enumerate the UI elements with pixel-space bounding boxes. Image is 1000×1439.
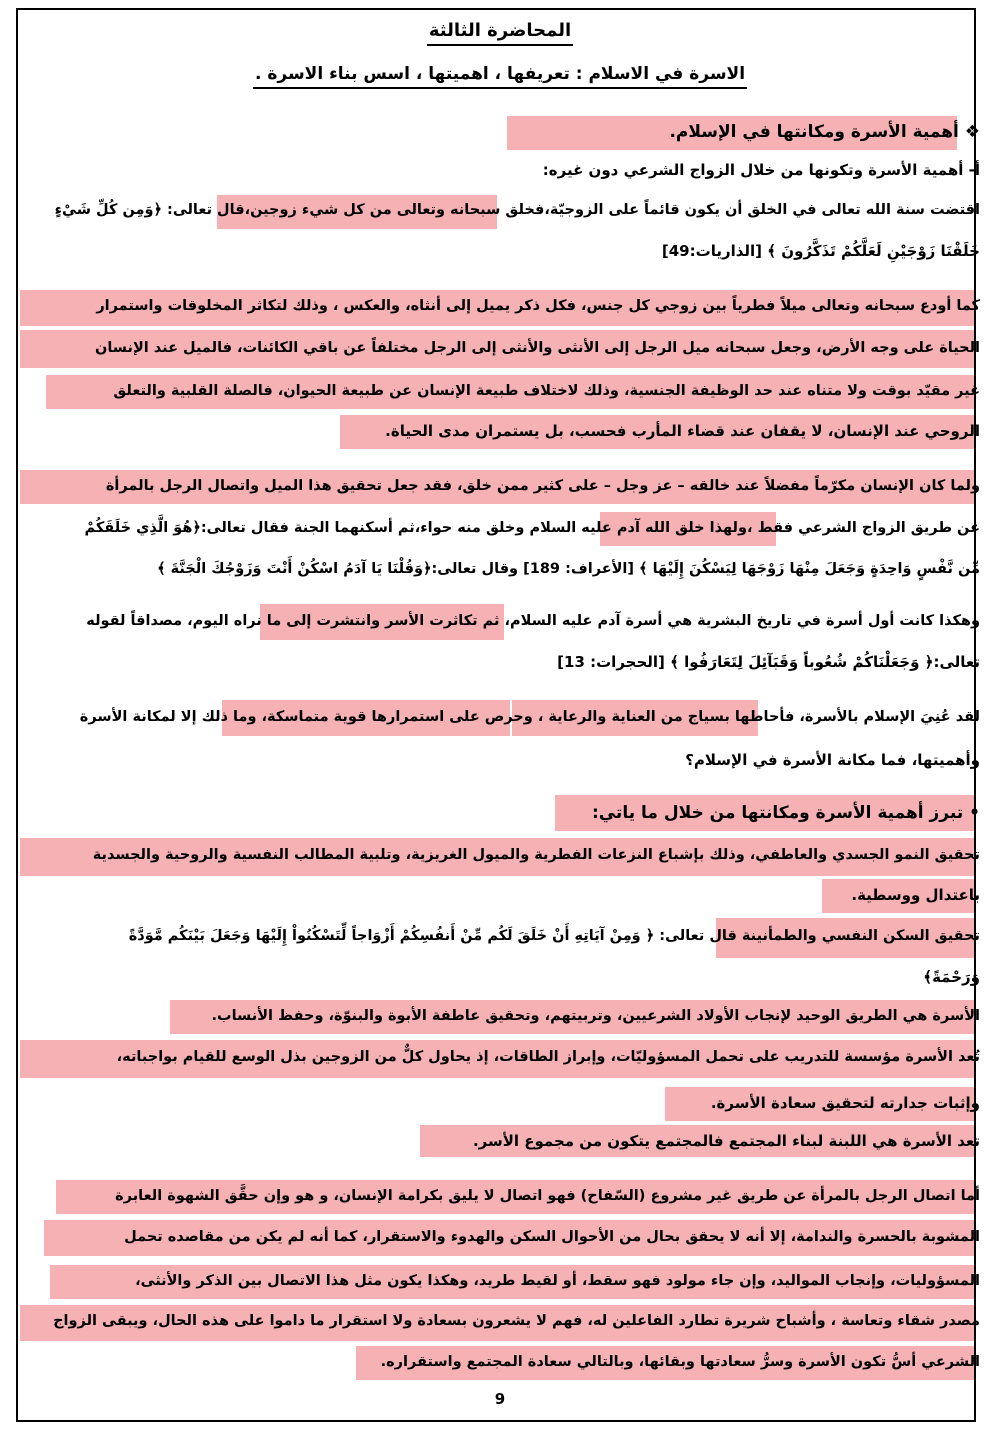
list-item: باعتدال ووسطية.	[851, 886, 980, 904]
list-item: تحقيق السكن النفسي والطمأنينة قال تعالى: ﴿ وَمِنْ آيَاتِهِ أَنْ خَلَقَ لَكُم مِّنْ أَنفُسِكُمْ أَزْوَاجاً لِّتَسْكُنُواْ إِلَيْهَا وَجَعَلَ بَيْنَكُم مَّوَدَّةً	[128, 928, 980, 944]
list-item: الأسرة هي الطريق الوحيد لإنجاب الأولاد الشرعيين، وتربيتهم، وتحقيق عاطفة الأبوة والبنوّة، وحفظ الأنساب.	[211, 1008, 980, 1024]
text-line: اقتضت سنة الله تعالى في الخلق أن يكون قائماً على الزوجيّة،فخلق سبحانه وتعالى من كل شيء زوجين،قال تعالى: ﴿وَمِن كُلِّ شَيْءٍ	[54, 202, 980, 218]
text-line: أما اتصال الرجل بالمرأة عن طريق غير مشروع (السّفاح) فهو اتصال لا يليق بكرامة الإنسان، و هو وإن حقَّق الشهوة العابرة	[115, 1188, 980, 1204]
text-line: تعالى:﴿ وَجَعَلْنَاكُمْ شُعُوباً وَقَبَآئِلَ لِتَعَارَفُوا ﴾ [الحجرات: 13]	[557, 653, 980, 671]
text-line: وأهميتها، فما مكانة الأسرة في الإسلام؟	[685, 751, 980, 769]
text-line: المسؤوليات، وإنجاب المواليد، وإن جاء مولود فهو سقط، أو لقيط طريد، وهكذا يكون مثل هذا الاتصال بين الذكر والأنثى،	[135, 1273, 980, 1289]
text-line: غير مقيّد بوقت ولا متناه عند حد الوظيفة الجنسية، وذلك لاختلاف طبيعة الإنسان عن طبيعة الحيوان، فالصلة القلبية والتعلق	[113, 383, 980, 399]
text-line: وهكذا كانت أول أسرة في تاريخ البشرية هي أسرة آدم عليه السلام، ثم تكاثرت الأسر وانتشرت إلى ما نراه اليوم، مصداقاً لقوله	[86, 613, 980, 629]
text-line: عن طريق الزواج الشرعي فقط ،ولهذا خلق الله آدم عليه السلام وخلق منه حواء،ثم أسكنهما الجنة فقال تعالى:﴿هُوَ الَّذِي خَلَقَكُمْ	[84, 520, 980, 536]
list-item: تُعد الأسرة مؤسسة للتدريب على تحمل المسؤوليّات، وإبراز الطاقات، إذ يحاول كلٌّ من الزوجين بذل الوسع للقيام بواجباته،	[116, 1049, 980, 1065]
list-item: وإثبات جدارته لتحقيق سعادة الأسرة.	[710, 1094, 980, 1112]
text-line: المشوبة بالحسرة والندامة، إلا أنه لا يحقق بحال من الأحوال السكن والهدوء والاستقرار، كما أنه لم يكن من مقاصده تحمل	[124, 1229, 980, 1245]
list-item: تحقيق النمو الجسدي والعاطفي، وذلك بإشباع النزعات الفطرية والميول الغريزية، وتلبية المطالب النفسية والروحية والجسدية	[92, 847, 980, 863]
text-line: ولما كان الإنسان مكرّماً مفضلاً عند خالقه – عز وجل – على كثير ممن خلق، فقد جعل تحقيق هذا الميل واتصال الرجل بالمرأة	[105, 478, 980, 494]
subheading: أ- أهمية الأسرة وتكونها من خلال الزواج الشرعي دون غيره:	[542, 161, 980, 179]
list-item: وَرَحْمَةً﴾	[923, 968, 980, 986]
section-heading: • تبرز أهمية الأسرة ومكانتها من خلال ما ياتي:	[591, 803, 980, 823]
list-item: تعد الأسرة هي اللبنة لبناء المجتمع فالمجتمع يتكون من مجموع الأسر.	[472, 1132, 980, 1150]
text-line: الحياة على وجه الأرض، وجعل سبحانه ميل الرجل إلى الأنثى والأنثى إلى الرجل مختلفاً عن باقي الكائنات، فالميل عند الإنسان	[94, 340, 980, 356]
text-line: خَلَقْنَا زَوْجَيْنِ لَعَلَّكُمْ تَذَكَّرُونَ ﴾ [الذاريات:49]	[661, 242, 980, 260]
text-line: لقد عُنِيَ الإسلام بالأسرة، فأحاطها بسياج من العناية والرعاية ، وحرص على استمرارها قوية متماسكة، وما ذلك إلا لمكانة الأسرة	[79, 709, 980, 725]
page-number: 9	[494, 1390, 506, 1408]
text-line: الروحي عند الإنسان، لا يقفان عند قضاء المأرب فحسب، بل يستمران مدى الحياة.	[385, 422, 980, 440]
text-line: الشرعي أسُّ تكون الأسرة وسرُّ سعادتها وبقائها، وبالتالي سعادة المجتمع واستقراره.	[380, 1354, 980, 1370]
text-line: مصدر شقاء وتعاسة ، وأشباح شريرة تطارد الفاعلين له، فهم لا يشعرون بسعادة ولا استقرار ما داموا على هذه الحال، ويبقى الزواج	[53, 1313, 980, 1329]
section-heading: ❖ أهمية الأسرة ومكانتها في الإسلام.	[669, 122, 980, 142]
page-title: المحاضرة الثالثة	[0, 20, 1000, 41]
text-line: كما أودع سبحانه وتعالى ميلاً فطرياً بين زوجي كل جنس، فكل ذكر يميل إلى أنثاه، والعكس ، وذلك لتكاثر المخلوقات واستمرار	[96, 298, 980, 314]
text-line: مِّن نَّفْسٍ وَاحِدَةٍ وَجَعَلَ مِنْهَا زَوْجَهَا لِيَسْكُنَ إِلَيْهَا ﴾ [الأعراف: 189] وقال تعالى:﴿وَقُلْنَا يَا آدَمُ اسْكُنْ أَنْتَ وَزَوْجُكَ الْجَنَّةَ ﴾	[157, 561, 980, 577]
page-subtitle: الاسرة في الاسلام : تعريفها ، اهميتها ، اسس بناء الاسرة .	[0, 64, 1000, 84]
